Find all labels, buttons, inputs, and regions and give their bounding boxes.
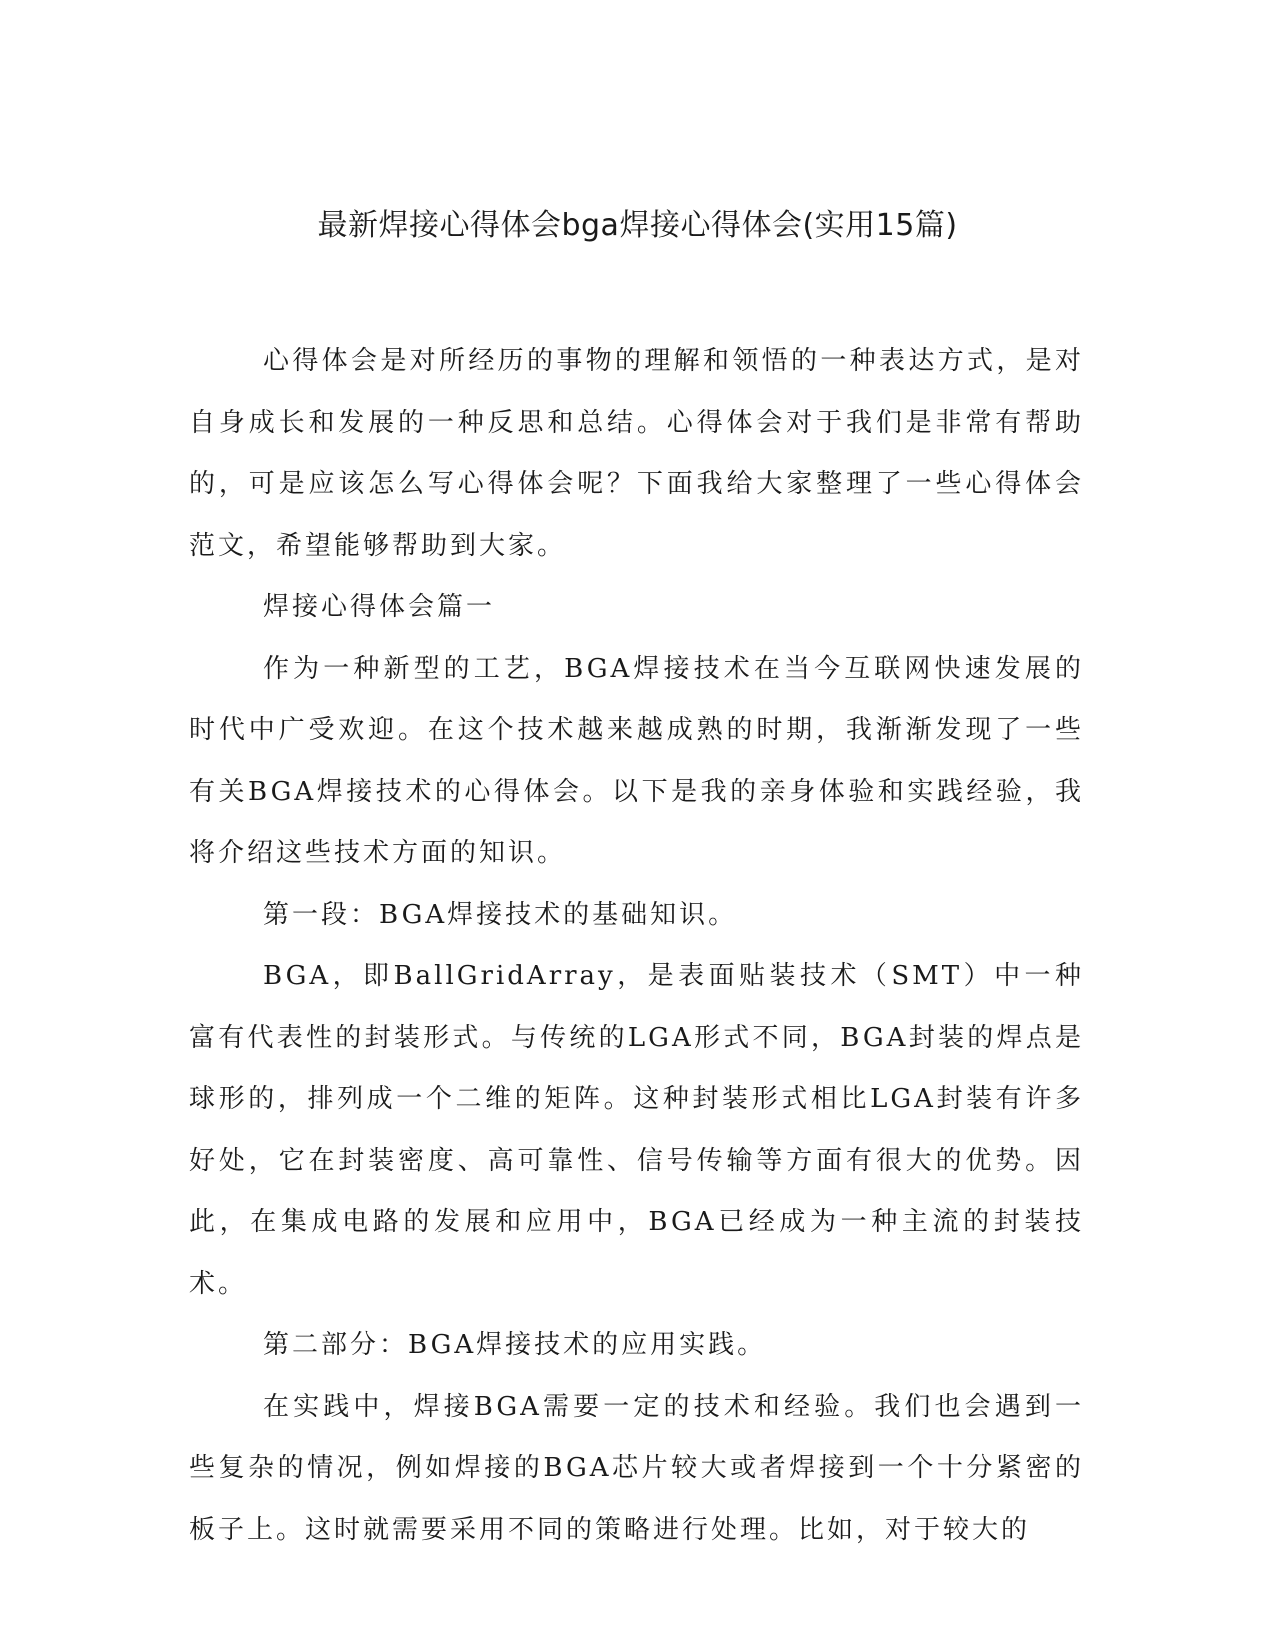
section-heading-part-one: 焊接心得体会篇一 bbox=[263, 592, 496, 622]
paragraph-bga-practice: 在实践中，焊接BGA需要一定的技术和经验。我们也会遇到一些复杂的情况，例如焊接的BGA芯片较大或者焊接到一个十分紧密的板子上。这时就需要采用不同的策略进行处理。比如，对于较大的 bbox=[189, 1391, 1084, 1545]
document-title: 最新焊接心得体会bga焊接心得体会(实用15篇) bbox=[317, 208, 958, 243]
paragraph-bga-overview: 作为一种新型的工艺，BGA焊接技术在当今互联网快速发展的时代中广受欢迎。在这个技术越来越成熟的时期，我渐渐发现了一些有关BGA焊接技术的心得体会。以下是我的亲身体验和实践经验，我将介绍这些技术方面的知识。 bbox=[189, 653, 1084, 868]
document-body bbox=[189, 331, 1084, 1561]
section-heading-basics: 第一段：BGA焊接技术的基础知识。 bbox=[263, 899, 738, 930]
section-heading-practice: 第二部分：BGA焊接技术的应用实践。 bbox=[263, 1330, 767, 1360]
paragraph-intro: 心得体会是对所经历的事物的理解和领悟的一种表达方式，是对自身成长和发展的一种反思和总结。心得体会对于我们是非常有帮助的，可是应该怎么写心得体会呢？下面我给大家整理了一些心得体会范文，希望能够帮助到大家。 bbox=[189, 346, 1084, 561]
paragraph-bga-basics: BGA，即BallGridArray，是表面贴装技术（SMT）中一种富有代表性的封装形式。与传统的LGA形式不同，BGA封装的焊点是球形的，排列成一个二维的矩阵。这种封装形式相比LGA封装有许多好处，它在封装密度、高可靠性、信号传输等方面有很大的优势。因此，在集成电路的发展和应用中，BGA已经成为一种主流的封装技术。 bbox=[189, 961, 1084, 1299]
